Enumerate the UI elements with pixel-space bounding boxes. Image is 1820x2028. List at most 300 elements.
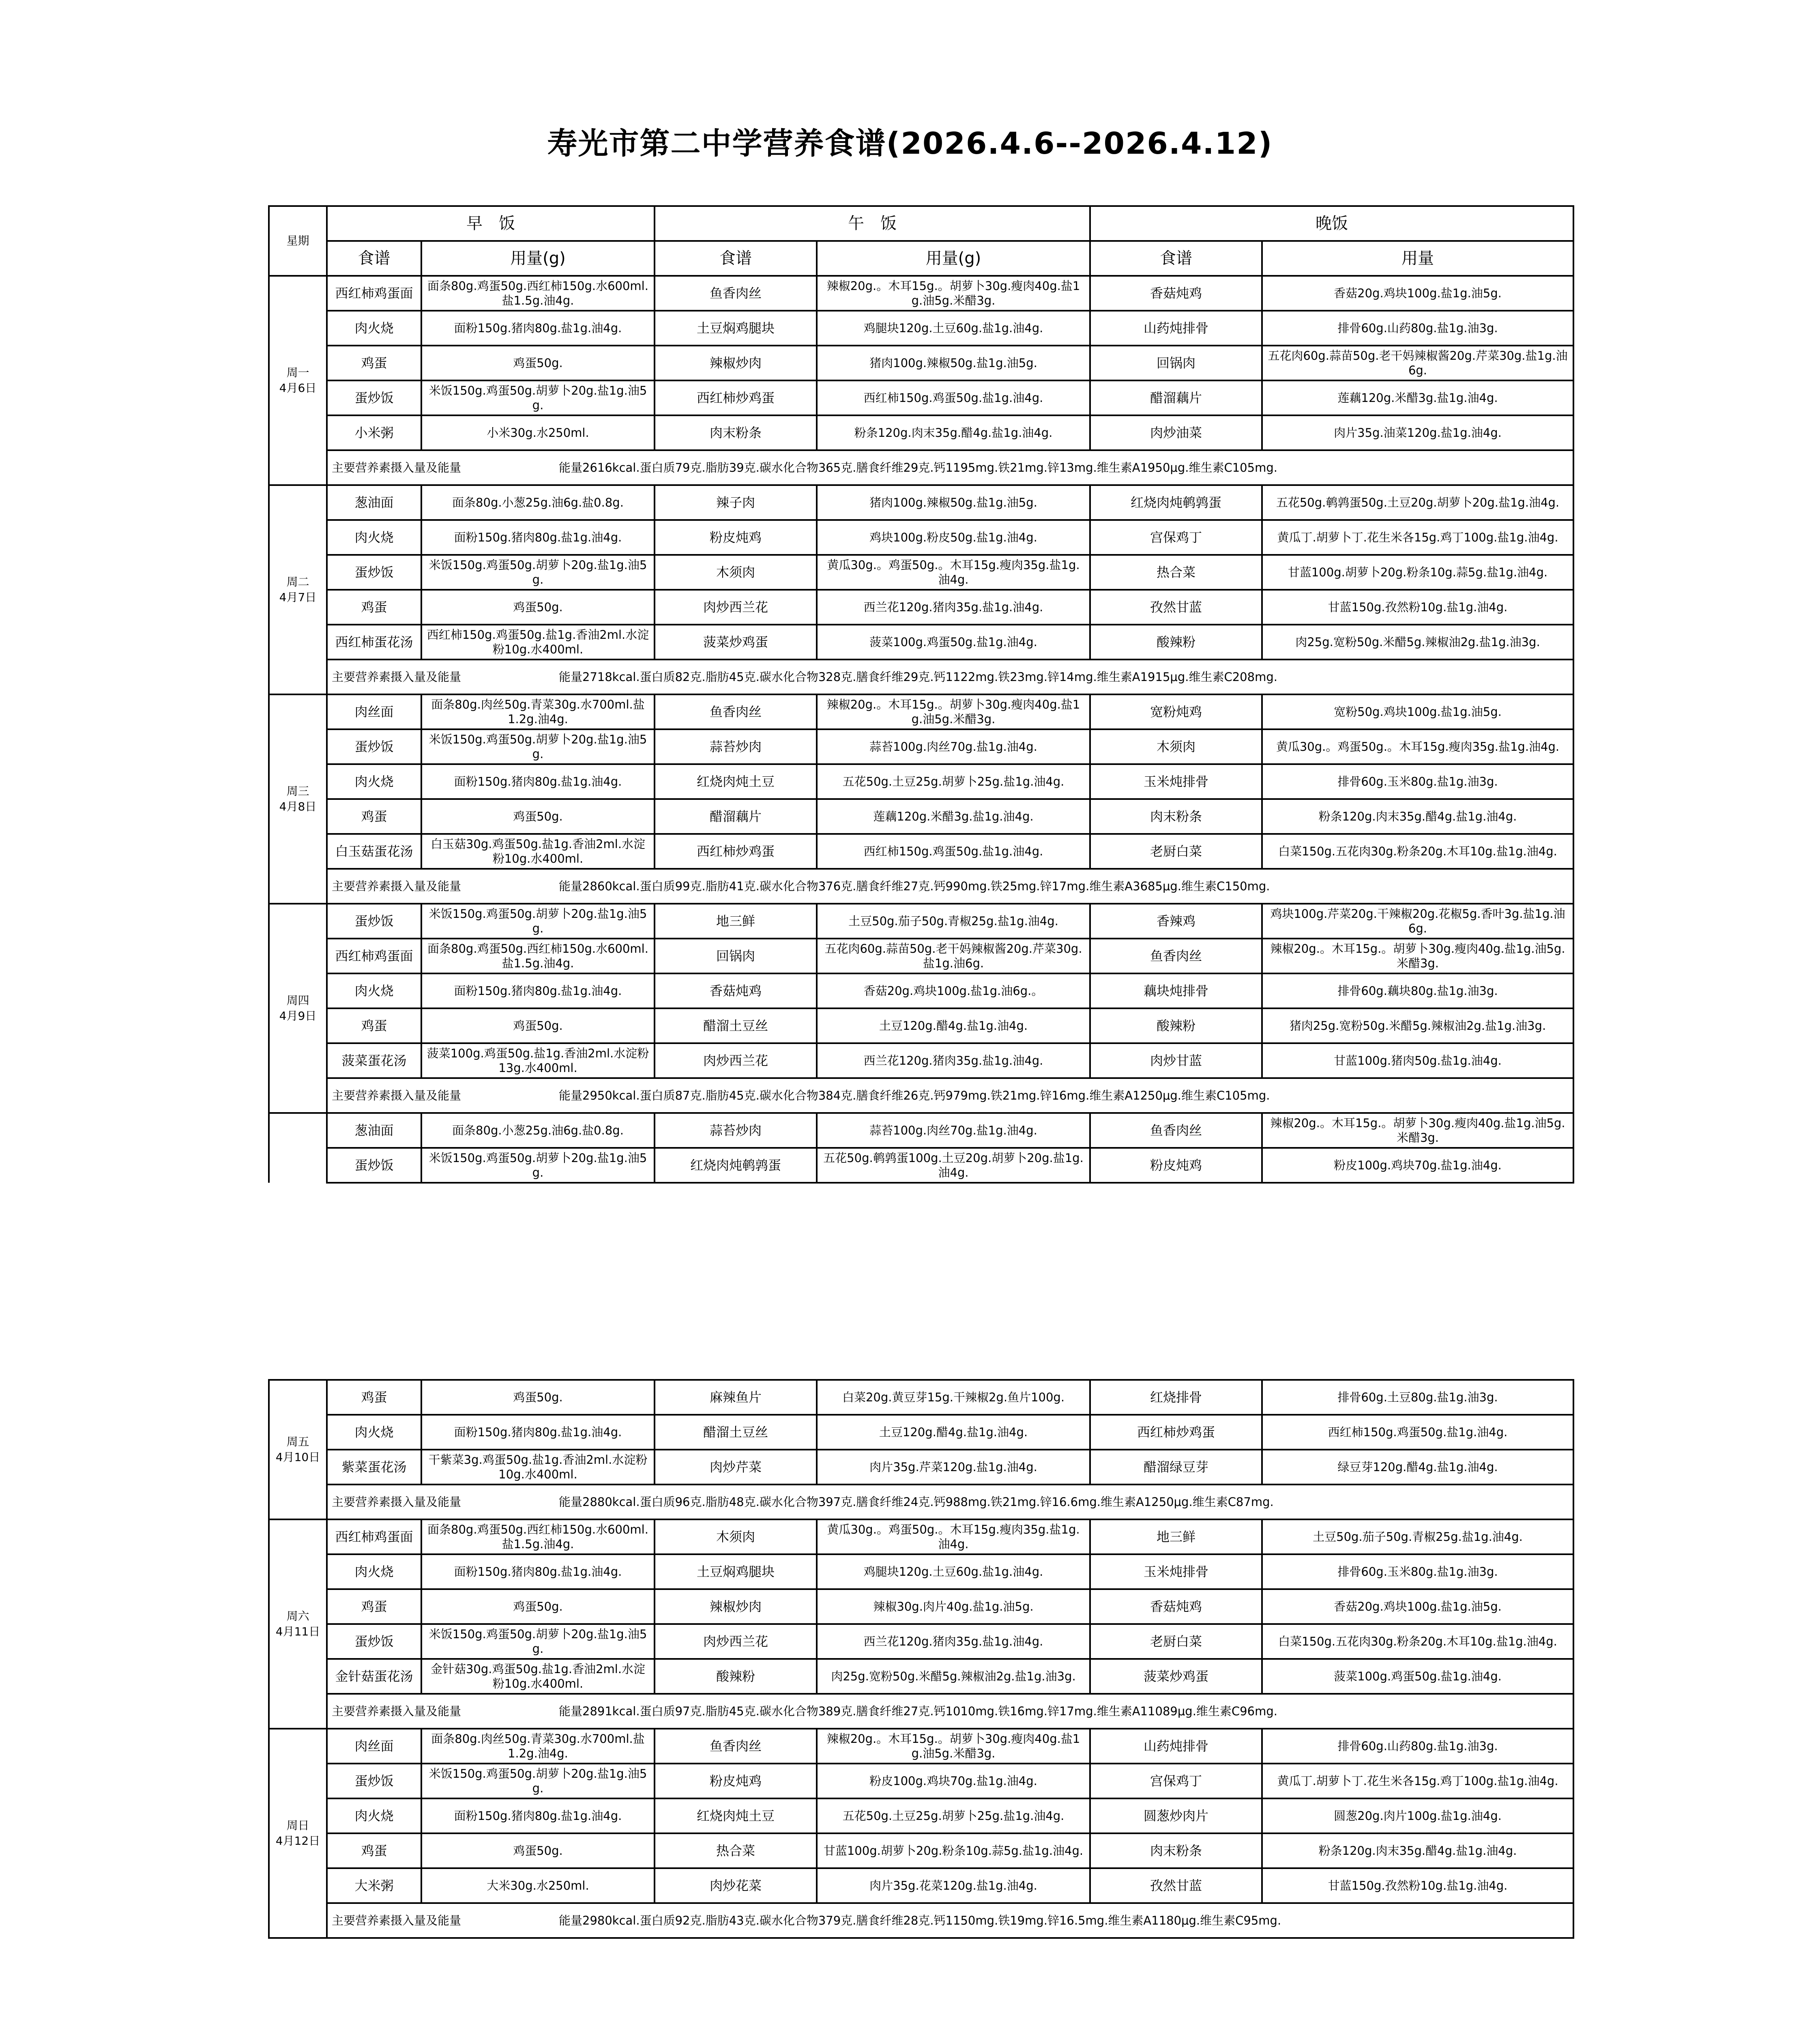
dinner-amount-cell: 猪肉25g.宽粉50g.米醋5g.辣椒油2g.盐1g.油3g. bbox=[1262, 1008, 1573, 1043]
summary-values: 能量2980kcal.蛋白质92克.脂肪43克.碳水化合物379克.膳食纤维28克.钙1150mg.铁19mg.锌16.5mg.维生素A1180μg.维生素C95mg. bbox=[559, 1914, 1281, 1927]
breakfast-amount-cell: 干紫菜3g.鸡蛋50g.盐1g.香油2ml.水淀粉10g.水400ml. bbox=[421, 1450, 655, 1484]
dinner-amount-cell: 黄瓜丁.胡萝卜丁.花生米各15g.鸡丁100g.盐1g.油4g. bbox=[1262, 520, 1573, 555]
summary-values: 能量2860kcal.蛋白质99克.脂肪41克.碳水化合物376克.膳食纤维27克.钙990mg.铁25mg.锌17mg.维生素A3685μg.维生素C150mg. bbox=[559, 879, 1270, 893]
dinner-amount-cell: 宽粉50g.鸡块100g.盐1g.油5g. bbox=[1262, 694, 1573, 729]
breakfast-recipe-cell: 紫菜蛋花汤 bbox=[327, 1450, 421, 1484]
dinner-recipe-cell: 香菇炖鸡 bbox=[1090, 276, 1262, 311]
lunch-amount-cell: 黄瓜30g.。鸡蛋50g.。木耳15g.瘦肉35g.盐1g.油4g. bbox=[817, 555, 1090, 590]
day-cell bbox=[269, 1380, 327, 1519]
dinner-recipe-cell: 酸辣粉 bbox=[1090, 1008, 1262, 1043]
breakfast-recipe-cell: 蛋炒饭 bbox=[327, 729, 421, 764]
breakfast-amount-cell: 米饭150g.鸡蛋50g.胡萝卜20g.盐1g.油5g. bbox=[421, 555, 655, 590]
menu-table-page-1 bbox=[268, 205, 1574, 1184]
breakfast-amount-cell: 面条80g.鸡蛋50g.西红柿150g.水600ml.盐1.5g.油4g. bbox=[421, 1519, 655, 1554]
dinner-amount-cell: 香菇20g.鸡块100g.盐1g.油5g. bbox=[1262, 1589, 1573, 1624]
breakfast-amount-cell: 面条80g.肉丝50g.青菜30g.水700ml.盐1.2g.油4g. bbox=[421, 1729, 655, 1764]
table-row bbox=[269, 834, 1573, 869]
table-row bbox=[269, 346, 1573, 380]
dinner-amount-cell: 菠菜100g.鸡蛋50g.盐1g.油4g. bbox=[1262, 1659, 1573, 1694]
breakfast-recipe-cell: 鸡蛋 bbox=[327, 1008, 421, 1043]
lunch-recipe-cell: 红烧肉炖鹌鹑蛋 bbox=[655, 1148, 817, 1183]
breakfast-amount-cell: 面粉150g.猪肉80g.盐1g.油4g. bbox=[421, 311, 655, 346]
dinner-recipe-cell: 木须肉 bbox=[1090, 729, 1262, 764]
breakfast-recipe-cell: 蛋炒饭 bbox=[327, 1764, 421, 1798]
lunch-recipe-cell: 地三鲜 bbox=[655, 904, 817, 939]
breakfast-recipe-header: 食谱 bbox=[327, 241, 421, 276]
breakfast-recipe-cell: 鸡蛋 bbox=[327, 1589, 421, 1624]
breakfast-recipe-cell: 西红柿鸡蛋面 bbox=[327, 939, 421, 973]
table-row bbox=[269, 694, 1573, 729]
breakfast-recipe-cell: 葱油面 bbox=[327, 485, 421, 520]
day-date: 4月8日 bbox=[279, 800, 317, 813]
lunch-recipe-cell: 西红柿炒鸡蛋 bbox=[655, 834, 817, 869]
breakfast-recipe-cell: 蛋炒饭 bbox=[327, 1148, 421, 1183]
breakfast-recipe-cell: 金针菇蛋花汤 bbox=[327, 1659, 421, 1694]
breakfast-recipe-cell: 鸡蛋 bbox=[327, 590, 421, 625]
day-cell bbox=[269, 485, 327, 694]
breakfast-recipe-cell: 肉丝面 bbox=[327, 1729, 421, 1764]
breakfast-amount-cell: 米饭150g.鸡蛋50g.胡萝卜20g.盐1g.油5g. bbox=[421, 1624, 655, 1659]
table-row bbox=[269, 729, 1573, 764]
dinner-recipe-cell: 醋溜绿豆芽 bbox=[1090, 1450, 1262, 1484]
table-row bbox=[269, 276, 1573, 311]
dinner-recipe-cell: 圆葱炒肉片 bbox=[1090, 1798, 1262, 1833]
lunch-amount-cell: 辣椒20g.。木耳15g.。胡萝卜30g.瘦肉40g.盐1g.油5g.米醋3g. bbox=[817, 1729, 1090, 1764]
table-row bbox=[269, 590, 1573, 625]
summary-label: 主要营养素摄入量及能量 bbox=[332, 461, 461, 475]
table-row bbox=[269, 939, 1573, 973]
table-row bbox=[269, 1729, 1573, 1764]
dinner-amount-cell: 黄瓜丁.胡萝卜丁.花生米各15g.鸡丁100g.盐1g.油4g. bbox=[1262, 1764, 1573, 1798]
breakfast-amount-cell: 面粉150g.猪肉80g.盐1g.油4g. bbox=[421, 1798, 655, 1833]
lunch-recipe-header: 食谱 bbox=[655, 241, 817, 276]
day-date: 4月6日 bbox=[279, 381, 317, 395]
table-row bbox=[269, 625, 1573, 660]
day-cell bbox=[269, 1519, 327, 1729]
lunch-recipe-cell: 辣椒炒肉 bbox=[655, 346, 817, 380]
summary-row bbox=[269, 1078, 1573, 1113]
table-row bbox=[269, 799, 1573, 834]
lunch-amount-cell: 鸡腿块120g.土豆60g.盐1g.油4g. bbox=[817, 1554, 1090, 1589]
breakfast-amount-cell: 米饭150g.鸡蛋50g.胡萝卜20g.盐1g.油5g. bbox=[421, 729, 655, 764]
lunch-recipe-cell: 粉皮炖鸡 bbox=[655, 520, 817, 555]
breakfast-recipe-cell: 鸡蛋 bbox=[327, 799, 421, 834]
nutrition-summary bbox=[327, 1078, 1573, 1113]
lunch-amount-cell: 五花50g.土豆25g.胡萝卜25g.盐1g.油4g. bbox=[817, 1798, 1090, 1833]
day-date: 4月7日 bbox=[279, 591, 317, 604]
summary-label: 主要营养素摄入量及能量 bbox=[332, 1089, 461, 1102]
day-name: 周三 bbox=[286, 784, 309, 798]
breakfast-recipe-cell: 小米粥 bbox=[327, 415, 421, 450]
breakfast-amount-cell: 鸡蛋50g. bbox=[421, 346, 655, 380]
day-date: 4月10日 bbox=[275, 1450, 320, 1464]
day-cell bbox=[269, 1729, 327, 1938]
day-cell bbox=[269, 904, 327, 1113]
lunch-recipe-cell: 辣子肉 bbox=[655, 485, 817, 520]
breakfast-amount-cell: 小米30g.水250ml. bbox=[421, 415, 655, 450]
dinner-recipe-cell: 地三鲜 bbox=[1090, 1519, 1262, 1554]
breakfast-amount-cell: 鸡蛋50g. bbox=[421, 1380, 655, 1415]
breakfast-amount-cell: 面条80g.鸡蛋50g.西红柿150g.水600ml.盐1.5g.油4g. bbox=[421, 276, 655, 311]
lunch-recipe-cell: 肉炒西兰花 bbox=[655, 590, 817, 625]
dinner-amount-cell: 香菇20g.鸡块100g.盐1g.油5g. bbox=[1262, 276, 1573, 311]
dinner-recipe-cell: 肉末粉条 bbox=[1090, 799, 1262, 834]
dinner-recipe-cell: 玉米炖排骨 bbox=[1090, 764, 1262, 799]
table-row bbox=[269, 764, 1573, 799]
breakfast-recipe-cell: 菠菜蛋花汤 bbox=[327, 1043, 421, 1078]
summary-values: 能量2950kcal.蛋白质87克.脂肪45克.碳水化合物384克.膳食纤维26克.钙979mg.铁21mg.锌16mg.维生素A1250μg.维生素C105mg. bbox=[559, 1089, 1270, 1102]
dinner-recipe-cell: 粉皮炖鸡 bbox=[1090, 1148, 1262, 1183]
lunch-amount-cell: 鸡块100g.粉皮50g.盐1g.油4g. bbox=[817, 520, 1090, 555]
breakfast-amount-cell: 西红柿150g.鸡蛋50g.盐1g.香油2ml.水淀粉10g.水400ml. bbox=[421, 625, 655, 660]
dinner-recipe-cell: 肉炒甘蓝 bbox=[1090, 1043, 1262, 1078]
breakfast-recipe-cell: 肉火烧 bbox=[327, 1554, 421, 1589]
lunch-amount-cell: 肉片35g.芹菜120g.盐1g.油4g. bbox=[817, 1450, 1090, 1484]
dinner-recipe-cell: 菠菜炒鸡蛋 bbox=[1090, 1659, 1262, 1694]
lunch-amount-cell: 土豆120g.醋4g.盐1g.油4g. bbox=[817, 1008, 1090, 1043]
dinner-amount-cell: 甘蓝100g.胡萝卜20g.粉条10g.蒜5g.盐1g.油4g. bbox=[1262, 555, 1573, 590]
summary-label: 主要营养素摄入量及能量 bbox=[332, 879, 461, 893]
dinner-amount-cell: 排骨60g.玉米80g.盐1g.油3g. bbox=[1262, 1554, 1573, 1589]
lunch-amount-cell: 五花肉60g.蒜苗50g.老干妈辣椒酱20g.芹菜30g.盐1g.油6g. bbox=[817, 939, 1090, 973]
dinner-recipe-cell: 香辣鸡 bbox=[1090, 904, 1262, 939]
lunch-amount-cell: 五花50g.土豆25g.胡萝卜25g.盐1g.油4g. bbox=[817, 764, 1090, 799]
table-row bbox=[269, 1380, 1573, 1415]
lunch-amount-cell: 香菇20g.鸡块100g.盐1g.油6g.。 bbox=[817, 973, 1090, 1008]
dinner-amount-cell: 鸡块100g.芹菜20g.干辣椒20g.花椒5g.香叶3g.盐1g.油6g. bbox=[1262, 904, 1573, 939]
lunch-amount-cell: 西红柿150g.鸡蛋50g.盐1g.油4g. bbox=[817, 834, 1090, 869]
lunch-recipe-cell: 酸辣粉 bbox=[655, 1659, 817, 1694]
lunch-amount-cell: 粉皮100g.鸡块70g.盐1g.油4g. bbox=[817, 1764, 1090, 1798]
dinner-amount-cell: 肉片35g.油菜120g.盐1g.油4g. bbox=[1262, 415, 1573, 450]
lunch-amount-header: 用量(g) bbox=[817, 241, 1090, 276]
summary-values: 能量2880kcal.蛋白质96克.脂肪48克.碳水化合物397克.膳食纤维24克.钙988mg.铁21mg.锌16.6mg.维生素A1250μg.维生素C87mg. bbox=[559, 1495, 1274, 1509]
breakfast-amount-cell: 白玉菇30g.鸡蛋50g.盐1g.香油2ml.水淀粉10g.水400ml. bbox=[421, 834, 655, 869]
dinner-recipe-cell: 肉末粉条 bbox=[1090, 1833, 1262, 1868]
breakfast-amount-cell: 鸡蛋50g. bbox=[421, 1833, 655, 1868]
day-cell bbox=[269, 276, 327, 485]
summary-row bbox=[269, 1484, 1573, 1519]
lunch-recipe-cell: 西红柿炒鸡蛋 bbox=[655, 380, 817, 415]
dinner-amount-cell: 绿豆芽120g.醋4g.盐1g.油4g. bbox=[1262, 1450, 1573, 1484]
lunch-recipe-cell: 木须肉 bbox=[655, 1519, 817, 1554]
table-row bbox=[269, 1043, 1573, 1078]
lunch-recipe-cell: 醋溜土豆丝 bbox=[655, 1415, 817, 1450]
table-row bbox=[269, 1798, 1573, 1833]
dinner-amount-cell: 排骨60g.藕块80g.盐1g.油3g. bbox=[1262, 973, 1573, 1008]
dinner-amount-cell: 甘蓝100g.猪肉50g.盐1g.油4g. bbox=[1262, 1043, 1573, 1078]
dinner-amount-cell: 排骨60g.山药80g.盐1g.油3g. bbox=[1262, 1729, 1573, 1764]
lunch-recipe-cell: 鱼香肉丝 bbox=[655, 1729, 817, 1764]
lunch-amount-cell: 西兰花120g.猪肉35g.盐1g.油4g. bbox=[817, 590, 1090, 625]
table-row bbox=[269, 1624, 1573, 1659]
lunch-recipe-cell: 红烧肉炖土豆 bbox=[655, 764, 817, 799]
lunch-recipe-cell: 回锅肉 bbox=[655, 939, 817, 973]
summary-label: 主要营养素摄入量及能量 bbox=[332, 1495, 461, 1509]
dinner-amount-cell: 圆葱20g.肉片100g.盐1g.油4g. bbox=[1262, 1798, 1573, 1833]
lunch-recipe-cell: 粉皮炖鸡 bbox=[655, 1764, 817, 1798]
dinner-amount-cell: 排骨60g.土豆80g.盐1g.油3g. bbox=[1262, 1380, 1573, 1415]
table-row bbox=[269, 1764, 1573, 1798]
summary-values: 能量2718kcal.蛋白质82克.脂肪45克.碳水化合物328克.膳食纤维29克.钙1122mg.铁23mg.锌14mg.维生素A1915μg.维生素C208mg. bbox=[559, 670, 1277, 684]
lunch-recipe-cell: 醋溜土豆丝 bbox=[655, 1008, 817, 1043]
lunch-amount-cell: 黄瓜30g.。鸡蛋50g.。木耳15g.瘦肉35g.盐1g.油4g. bbox=[817, 1519, 1090, 1554]
dinner-amount-cell: 粉皮100g.鸡块70g.盐1g.油4g. bbox=[1262, 1148, 1573, 1183]
dinner-amount-cell: 土豆50g.茄子50g.青椒25g.盐1g.油4g. bbox=[1262, 1519, 1573, 1554]
breakfast-recipe-cell: 西红柿鸡蛋面 bbox=[327, 1519, 421, 1554]
dinner-recipe-cell: 宫保鸡丁 bbox=[1090, 1764, 1262, 1798]
lunch-recipe-cell: 红烧肉炖土豆 bbox=[655, 1798, 817, 1833]
breakfast-amount-cell: 面条80g.小葱25g.油6g.盐0.8g. bbox=[421, 1113, 655, 1148]
table-row bbox=[269, 555, 1573, 590]
breakfast-amount-cell: 面粉150g.猪肉80g.盐1g.油4g. bbox=[421, 520, 655, 555]
breakfast-amount-cell: 菠菜100g.鸡蛋50g.盐1g.香油2ml.水淀粉13g.水400ml. bbox=[421, 1043, 655, 1078]
dinner-recipe-cell: 玉米炖排骨 bbox=[1090, 1554, 1262, 1589]
summary-row bbox=[269, 869, 1573, 904]
lunch-header: 午 饭 bbox=[655, 206, 1090, 241]
breakfast-amount-cell: 米饭150g.鸡蛋50g.胡萝卜20g.盐1g.油5g. bbox=[421, 1148, 655, 1183]
breakfast-amount-cell: 鸡蛋50g. bbox=[421, 1589, 655, 1624]
dinner-amount-cell: 粉条120g.肉末35g.醋4g.盐1g.油4g. bbox=[1262, 799, 1573, 834]
lunch-amount-cell: 白菜20g.黄豆芽15g.干辣椒2g.鱼片100g. bbox=[817, 1380, 1090, 1415]
breakfast-amount-cell: 鸡蛋50g. bbox=[421, 1008, 655, 1043]
dinner-recipe-cell: 回锅肉 bbox=[1090, 346, 1262, 380]
table-row bbox=[269, 1554, 1573, 1589]
table-row bbox=[269, 1868, 1573, 1903]
breakfast-recipe-cell: 蛋炒饭 bbox=[327, 555, 421, 590]
dinner-amount-cell: 辣椒20g.。木耳15g.。胡萝卜30g.瘦肉40g.盐1g.油5g.米醋3g. bbox=[1262, 1113, 1573, 1148]
breakfast-amount-cell: 米饭150g.鸡蛋50g.胡萝卜20g.盐1g.油5g. bbox=[421, 380, 655, 415]
lunch-amount-cell: 土豆50g.茄子50g.青椒25g.盐1g.油4g. bbox=[817, 904, 1090, 939]
breakfast-amount-header: 用量(g) bbox=[421, 241, 655, 276]
dinner-amount-cell: 莲藕120g.米醋3g.盐1g.油4g. bbox=[1262, 380, 1573, 415]
table-row bbox=[269, 1833, 1573, 1868]
dinner-recipe-cell: 西红柿炒鸡蛋 bbox=[1090, 1415, 1262, 1450]
lunch-amount-cell: 莲藕120g.米醋3g.盐1g.油4g. bbox=[817, 799, 1090, 834]
breakfast-amount-cell: 米饭150g.鸡蛋50g.胡萝卜20g.盐1g.油5g. bbox=[421, 1764, 655, 1798]
lunch-recipe-cell: 蒜苔炒肉 bbox=[655, 1113, 817, 1148]
lunch-amount-cell: 猪肉100g.辣椒50g.盐1g.油5g. bbox=[817, 346, 1090, 380]
nutrition-summary bbox=[327, 1484, 1573, 1519]
page-title: 寿光市第二中学营养食谱(2026.4.6--2026.4.12) bbox=[547, 126, 1273, 161]
breakfast-amount-cell: 面粉150g.猪肉80g.盐1g.油4g. bbox=[421, 764, 655, 799]
lunch-amount-cell: 肉25g.宽粉50g.米醋5g.辣椒油2g.盐1g.油3g. bbox=[817, 1659, 1090, 1694]
table-row bbox=[269, 904, 1573, 939]
dinner-recipe-cell: 山药炖排骨 bbox=[1090, 311, 1262, 346]
lunch-amount-cell: 辣椒20g.。木耳15g.。胡萝卜30g.瘦肉40g.盐1g.油5g.米醋3g. bbox=[817, 276, 1090, 311]
summary-values: 能量2616kcal.蛋白质79克.脂肪39克.碳水化合物365克.膳食纤维29克.钙1195mg.铁21mg.锌13mg.维生素A1950μg.维生素C105mg. bbox=[559, 461, 1277, 475]
dinner-amount-cell: 排骨60g.山药80g.盐1g.油3g. bbox=[1262, 311, 1573, 346]
dinner-recipe-cell: 红烧肉炖鹌鹑蛋 bbox=[1090, 485, 1262, 520]
lunch-amount-cell: 土豆120g.醋4g.盐1g.油4g. bbox=[817, 1415, 1090, 1450]
breakfast-recipe-cell: 大米粥 bbox=[327, 1868, 421, 1903]
breakfast-amount-cell: 鸡蛋50g. bbox=[421, 590, 655, 625]
dinner-recipe-cell: 老厨白菜 bbox=[1090, 834, 1262, 869]
table-row bbox=[269, 1659, 1573, 1694]
lunch-recipe-cell: 肉炒西兰花 bbox=[655, 1043, 817, 1078]
lunch-amount-cell: 辣椒30g.肉片40g.盐1g.油5g. bbox=[817, 1589, 1090, 1624]
lunch-amount-cell: 西兰花120g.猪肉35g.盐1g.油4g. bbox=[817, 1043, 1090, 1078]
table-row bbox=[269, 380, 1573, 415]
lunch-amount-cell: 蒜苔100g.肉丝70g.盐1g.油4g. bbox=[817, 1113, 1090, 1148]
menu-table-page-2 bbox=[268, 1379, 1574, 1939]
day-name: 周一 bbox=[286, 366, 309, 379]
breakfast-amount-cell: 大米30g.水250ml. bbox=[421, 1868, 655, 1903]
breakfast-recipe-cell: 白玉菇蛋花汤 bbox=[327, 834, 421, 869]
dinner-recipe-cell: 孜然甘蓝 bbox=[1090, 590, 1262, 625]
lunch-amount-cell: 鸡腿块120g.土豆60g.盐1g.油4g. bbox=[817, 311, 1090, 346]
breakfast-recipe-cell: 鸡蛋 bbox=[327, 346, 421, 380]
breakfast-recipe-cell: 肉火烧 bbox=[327, 311, 421, 346]
table-row bbox=[269, 1148, 1573, 1183]
table-row bbox=[269, 1113, 1573, 1148]
breakfast-amount-cell: 面条80g.小葱25g.油6g.盐0.8g. bbox=[421, 485, 655, 520]
nutrition-summary bbox=[327, 1694, 1573, 1729]
day-name: 周六 bbox=[286, 1609, 309, 1623]
nutrition-summary bbox=[327, 869, 1573, 904]
dinner-recipe-cell: 老厨白菜 bbox=[1090, 1624, 1262, 1659]
table-row bbox=[269, 520, 1573, 555]
breakfast-amount-cell: 米饭150g.鸡蛋50g.胡萝卜20g.盐1g.油5g. bbox=[421, 904, 655, 939]
dinner-recipe-cell: 红烧排骨 bbox=[1090, 1380, 1262, 1415]
lunch-recipe-cell: 肉末粉条 bbox=[655, 415, 817, 450]
lunch-recipe-cell: 鱼香肉丝 bbox=[655, 694, 817, 729]
dinner-recipe-header: 食谱 bbox=[1090, 241, 1262, 276]
day-name: 周五 bbox=[286, 1435, 309, 1448]
lunch-amount-cell: 甘蓝100g.胡萝卜20g.粉条10g.蒜5g.盐1g.油4g. bbox=[817, 1833, 1090, 1868]
summary-label: 主要营养素摄入量及能量 bbox=[332, 670, 461, 684]
dinner-recipe-cell: 宽粉炖鸡 bbox=[1090, 694, 1262, 729]
summary-row bbox=[269, 1694, 1573, 1729]
nutrition-summary bbox=[327, 1903, 1573, 1938]
table-row bbox=[269, 485, 1573, 520]
lunch-amount-cell: 西兰花120g.猪肉35g.盐1g.油4g. bbox=[817, 1624, 1090, 1659]
lunch-amount-cell: 五花50g.鹌鹑蛋100g.土豆20g.胡萝卜20g.盐1g.油4g. bbox=[817, 1148, 1090, 1183]
day-date: 4月12日 bbox=[275, 1834, 320, 1848]
lunch-recipe-cell: 辣椒炒肉 bbox=[655, 1589, 817, 1624]
breakfast-amount-cell: 面粉150g.猪肉80g.盐1g.油4g. bbox=[421, 1415, 655, 1450]
day-date: 4月11日 bbox=[275, 1625, 320, 1638]
breakfast-recipe-cell: 肉火烧 bbox=[327, 973, 421, 1008]
dinner-amount-cell: 辣椒20g.。木耳15g.。胡萝卜30g.瘦肉40g.盐1g.油5g.米醋3g. bbox=[1262, 939, 1573, 973]
breakfast-recipe-cell: 肉火烧 bbox=[327, 1415, 421, 1450]
dinner-amount-cell: 五花肉60g.蒜苗50g.老干妈辣椒酱20g.芹菜30g.盐1g.油6g. bbox=[1262, 346, 1573, 380]
lunch-recipe-cell: 香菇炖鸡 bbox=[655, 973, 817, 1008]
lunch-recipe-cell: 木须肉 bbox=[655, 555, 817, 590]
dinner-amount-cell: 甘蓝150g.孜然粉10g.盐1g.油4g. bbox=[1262, 1868, 1573, 1903]
nutrition-summary bbox=[327, 450, 1573, 485]
dinner-recipe-cell: 鱼香肉丝 bbox=[1090, 939, 1262, 973]
summary-row bbox=[269, 1903, 1573, 1938]
dinner-amount-cell: 白菜150g.五花肉30g.粉条20g.木耳10g.盐1g.油4g. bbox=[1262, 834, 1573, 869]
day-cell bbox=[269, 694, 327, 904]
summary-label: 主要营养素摄入量及能量 bbox=[332, 1914, 461, 1927]
lunch-recipe-cell: 肉炒芹菜 bbox=[655, 1450, 817, 1484]
dinner-amount-cell: 五花50g.鹌鹑蛋50g.土豆20g.胡萝卜20g.盐1g.油4g. bbox=[1262, 485, 1573, 520]
summary-values: 能量2891kcal.蛋白质97克.脂肪45克.碳水化合物389克.膳食纤维27克.钙1010mg.铁16mg.锌17mg.维生素A11089μg.维生素C96mg. bbox=[559, 1704, 1277, 1718]
day-cell bbox=[269, 1113, 327, 1183]
dinner-recipe-cell: 孜然甘蓝 bbox=[1090, 1868, 1262, 1903]
breakfast-recipe-cell: 肉火烧 bbox=[327, 764, 421, 799]
dinner-recipe-cell: 宫保鸡丁 bbox=[1090, 520, 1262, 555]
lunch-amount-cell: 菠菜100g.鸡蛋50g.盐1g.油4g. bbox=[817, 625, 1090, 660]
day-date: 4月9日 bbox=[279, 1009, 317, 1023]
day-name: 周四 bbox=[286, 994, 309, 1007]
breakfast-recipe-cell: 鸡蛋 bbox=[327, 1833, 421, 1868]
dinner-amount-cell: 排骨60g.玉米80g.盐1g.油3g. bbox=[1262, 764, 1573, 799]
table-row bbox=[269, 311, 1573, 346]
table-row bbox=[269, 1450, 1573, 1484]
dinner-amount-cell: 白菜150g.五花肉30g.粉条20g.木耳10g.盐1g.油4g. bbox=[1262, 1624, 1573, 1659]
breakfast-header: 早 饭 bbox=[327, 206, 655, 241]
dinner-recipe-cell: 山药炖排骨 bbox=[1090, 1729, 1262, 1764]
breakfast-recipe-cell: 蛋炒饭 bbox=[327, 380, 421, 415]
breakfast-recipe-cell: 肉火烧 bbox=[327, 520, 421, 555]
lunch-amount-cell: 辣椒20g.。木耳15g.。胡萝卜30g.瘦肉40g.盐1g.油5g.米醋3g. bbox=[817, 694, 1090, 729]
lunch-recipe-cell: 肉炒花菜 bbox=[655, 1868, 817, 1903]
dinner-recipe-cell: 酸辣粉 bbox=[1090, 625, 1262, 660]
lunch-amount-cell: 蒜苔100g.肉丝70g.盐1g.油4g. bbox=[817, 729, 1090, 764]
lunch-recipe-cell: 蒜苔炒肉 bbox=[655, 729, 817, 764]
dinner-header: 晚饭 bbox=[1090, 206, 1573, 241]
lunch-recipe-cell: 土豆焖鸡腿块 bbox=[655, 311, 817, 346]
breakfast-amount-cell: 面条80g.鸡蛋50g.西红柿150g.水600ml.盐1.5g.油4g. bbox=[421, 939, 655, 973]
dinner-amount-cell: 黄瓜30g.。鸡蛋50g.。木耳15g.瘦肉35g.盐1g.油4g. bbox=[1262, 729, 1573, 764]
table-row bbox=[269, 1415, 1573, 1450]
breakfast-amount-cell: 金针菇30g.鸡蛋50g.盐1g.香油2ml.水淀粉10g.水400ml. bbox=[421, 1659, 655, 1694]
nutrition-summary bbox=[327, 660, 1573, 694]
dinner-amount-cell: 甘蓝150g.孜然粉10g.盐1g.油4g. bbox=[1262, 590, 1573, 625]
breakfast-recipe-cell: 肉火烧 bbox=[327, 1798, 421, 1833]
table-row bbox=[269, 1519, 1573, 1554]
dinner-recipe-cell: 香菇炖鸡 bbox=[1090, 1589, 1262, 1624]
table-row bbox=[269, 1008, 1573, 1043]
lunch-amount-cell: 肉片35g.花菜120g.盐1g.油4g. bbox=[817, 1868, 1090, 1903]
week-header: 星期 bbox=[269, 206, 327, 276]
dinner-amount-cell: 西红柿150g.鸡蛋50g.盐1g.油4g. bbox=[1262, 1415, 1573, 1450]
dinner-recipe-cell: 鱼香肉丝 bbox=[1090, 1113, 1262, 1148]
dinner-amount-cell: 粉条120g.肉末35g.醋4g.盐1g.油4g. bbox=[1262, 1833, 1573, 1868]
lunch-recipe-cell: 醋溜藕片 bbox=[655, 799, 817, 834]
dinner-recipe-cell: 藕块炖排骨 bbox=[1090, 973, 1262, 1008]
dinner-recipe-cell: 热合菜 bbox=[1090, 555, 1262, 590]
lunch-recipe-cell: 鱼香肉丝 bbox=[655, 276, 817, 311]
breakfast-recipe-cell: 西红柿蛋花汤 bbox=[327, 625, 421, 660]
breakfast-amount-cell: 面条80g.肉丝50g.青菜30g.水700ml.盐1.2g.油4g. bbox=[421, 694, 655, 729]
dinner-recipe-cell: 肉炒油菜 bbox=[1090, 415, 1262, 450]
table-row bbox=[269, 1589, 1573, 1624]
dinner-amount-header: 用量 bbox=[1262, 241, 1573, 276]
breakfast-recipe-cell: 肉丝面 bbox=[327, 694, 421, 729]
breakfast-recipe-cell: 葱油面 bbox=[327, 1113, 421, 1148]
dinner-recipe-cell: 醋溜藕片 bbox=[1090, 380, 1262, 415]
lunch-amount-cell: 粉条120g.肉末35g.醋4g.盐1g.油4g. bbox=[817, 415, 1090, 450]
summary-row bbox=[269, 660, 1573, 694]
summary-row bbox=[269, 450, 1573, 485]
day-name: 周二 bbox=[286, 575, 309, 589]
dinner-amount-cell: 肉25g.宽粉50g.米醋5g.辣椒油2g.盐1g.油3g. bbox=[1262, 625, 1573, 660]
breakfast-amount-cell: 面粉150g.猪肉80g.盐1g.油4g. bbox=[421, 1554, 655, 1589]
lunch-amount-cell: 猪肉100g.辣椒50g.盐1g.油5g. bbox=[817, 485, 1090, 520]
breakfast-amount-cell: 面粉150g.猪肉80g.盐1g.油4g. bbox=[421, 973, 655, 1008]
lunch-recipe-cell: 热合菜 bbox=[655, 1833, 817, 1868]
summary-label: 主要营养素摄入量及能量 bbox=[332, 1704, 461, 1718]
lunch-recipe-cell: 肉炒西兰花 bbox=[655, 1624, 817, 1659]
breakfast-recipe-cell: 蛋炒饭 bbox=[327, 1624, 421, 1659]
lunch-recipe-cell: 菠菜炒鸡蛋 bbox=[655, 625, 817, 660]
lunch-amount-cell: 西红柿150g.鸡蛋50g.盐1g.油4g. bbox=[817, 380, 1090, 415]
day-name: 周日 bbox=[286, 1819, 309, 1832]
